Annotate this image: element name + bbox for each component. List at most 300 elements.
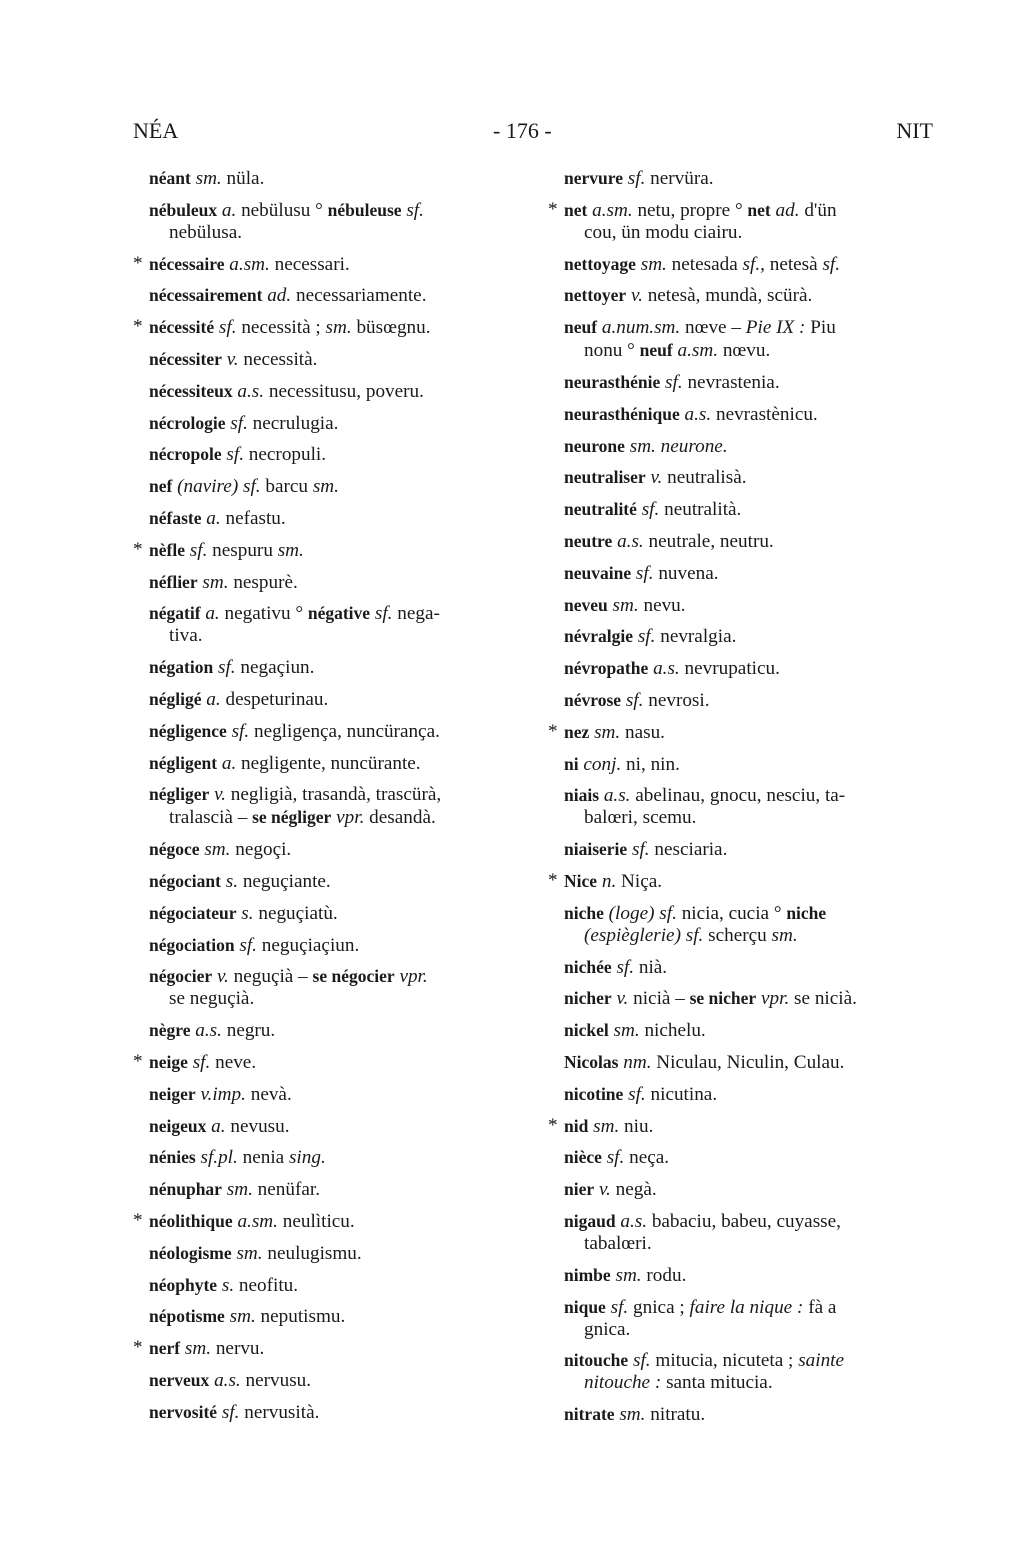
translation: nebülusa. [169, 221, 243, 243]
entry-line [564, 838, 940, 861]
headword: nichée [564, 956, 612, 977]
dictionary-entry [548, 1051, 940, 1074]
asterisk-marker: * [548, 720, 558, 742]
translation: neguçiatù. [253, 902, 338, 924]
entry-line [564, 689, 940, 712]
entry-line [149, 1115, 513, 1138]
entry-line [149, 1337, 513, 1360]
entry-line [564, 562, 940, 585]
translation: negligente, nuncürante. [236, 752, 421, 774]
translation: tiva. [169, 625, 203, 647]
entry-continuation-line [149, 988, 513, 1010]
translation: desandà. [364, 807, 436, 829]
translation: netesà [764, 253, 823, 275]
grammar-label: sm. [635, 253, 667, 275]
grammar-label: v. [209, 784, 226, 806]
headword: négociation [149, 934, 235, 955]
headword: nez [564, 721, 590, 742]
dictionary-entry [133, 1274, 513, 1297]
grammar-label: a. [200, 603, 220, 625]
translation: neguçiaçiun. [256, 934, 360, 956]
grammar-label: sm. neurone. [624, 435, 728, 457]
translation: nenia [237, 1147, 289, 1169]
dictionary-entry [133, 167, 513, 190]
translation: nevrastenia. [682, 371, 780, 393]
dictionary-entry [548, 253, 940, 276]
entry-line [564, 1051, 940, 1074]
entry-line [149, 412, 513, 435]
translation: nasu. [620, 721, 665, 743]
asterisk-marker: * [133, 1050, 143, 1072]
headword: niaiserie [564, 839, 628, 860]
headword: névrose [564, 689, 622, 710]
asterisk-marker: * [548, 869, 558, 891]
entry-line [149, 1242, 513, 1265]
translation: mitucia, nicuteta ; [650, 1350, 799, 1372]
grammar-label: a.sm. [232, 1210, 278, 1232]
dictionary-entry [548, 838, 940, 861]
grammar-label: sm. [224, 1306, 256, 1328]
headword: nervure [564, 168, 623, 188]
grammar-label: a.s. [232, 380, 265, 402]
headword: néolithique [149, 1210, 233, 1231]
entry-line [564, 1083, 940, 1106]
dictionary-entry [548, 435, 940, 458]
entry-line [149, 1210, 513, 1233]
translation: tralascià – [169, 807, 253, 829]
translation: se neguçià. [169, 988, 255, 1010]
dictionary-entry [133, 316, 513, 339]
translation: neofitu. [234, 1274, 299, 1296]
translation: büsœgnu. [351, 317, 431, 339]
dictionary-entry [548, 1146, 940, 1169]
dictionary-entry [133, 965, 513, 1010]
grammar-label: sf. [636, 499, 660, 521]
translation: nevrosi. [643, 689, 710, 711]
entry-line [149, 1305, 513, 1328]
headword: négliger [149, 784, 210, 805]
headword: Nicolas [564, 1051, 619, 1072]
headword: néologisme [149, 1242, 232, 1263]
translation: nevusu. [225, 1115, 290, 1137]
dictionary-entry [133, 1051, 513, 1074]
asterisk-marker: * [548, 198, 558, 220]
grammar-label: sf. [631, 562, 654, 584]
headword: négociateur [149, 902, 237, 923]
dictionary-entry [548, 167, 940, 190]
grammar-label: v. [212, 966, 229, 988]
grammar-label: sf. [611, 956, 635, 978]
grammar-label: vpr. [331, 807, 365, 829]
translation: Niça. [616, 870, 663, 892]
grammar-label: Pie IX : [745, 317, 806, 339]
translation: abelinau, gnocu, nesciu, ta- [630, 785, 846, 807]
grammar-label: sm. [312, 476, 339, 498]
translation: nevà. [245, 1083, 292, 1105]
headword: nerf [149, 1338, 181, 1359]
translation: despeturinau. [220, 688, 329, 710]
dictionary-entry [133, 1083, 513, 1106]
grammar-label: sm. [180, 1338, 212, 1360]
headword: négligé [149, 688, 202, 709]
grammar-label: (espièglerie) sf. [584, 924, 704, 946]
dictionary-entry [548, 1349, 940, 1394]
translation: necrulugia. [247, 412, 339, 434]
dictionary-entry [133, 475, 513, 498]
headword: neurasthénie [564, 371, 661, 392]
headword: névropathe [564, 658, 649, 679]
dictionary-entry [548, 689, 940, 712]
entry-line [149, 316, 513, 339]
headword: nitrate [564, 1404, 615, 1425]
grammar-label: sf. [633, 626, 656, 648]
translation: barcu [260, 476, 313, 498]
grammar-label: v. [594, 1179, 611, 1201]
translation: nitratu. [645, 1404, 706, 1426]
translation: se nicià. [789, 988, 857, 1010]
translation: neulugismu. [262, 1242, 362, 1264]
entry-line [149, 934, 513, 957]
translation: nebülusu ° [236, 199, 328, 221]
entry-line [564, 403, 940, 426]
entry-line [564, 1019, 940, 1042]
entry-continuation-line [564, 1319, 940, 1341]
translation: necessariamente. [291, 285, 427, 307]
grammar-label: sf. [187, 1051, 211, 1073]
headword: Nice [564, 870, 598, 891]
translation: gnica ; [628, 1296, 690, 1318]
dictionary-entry [548, 987, 940, 1010]
dictionary-entry [548, 371, 940, 394]
grammar-label: v.imp. [195, 1083, 246, 1105]
entry-line [564, 284, 940, 307]
dictionary-entry [548, 466, 940, 489]
grammar-label: vpr. [394, 966, 428, 988]
grammar-label: ad. [770, 199, 800, 221]
headword: neuf [564, 317, 598, 338]
dictionary-entry [133, 1242, 513, 1265]
entry-line [149, 1051, 513, 1074]
headword: nièce [564, 1147, 602, 1168]
headword: nègre [149, 1020, 191, 1041]
dictionary-entry [548, 530, 940, 553]
translation: nicia, cucia ° [676, 902, 787, 924]
entry-line [149, 870, 513, 893]
dictionary-entry [133, 1210, 513, 1233]
headword: nicotine [564, 1083, 624, 1104]
entry-continuation-line [564, 222, 940, 244]
headword: nénies [149, 1147, 196, 1168]
dictionary-entry [133, 752, 513, 775]
grammar-label: v. [221, 348, 239, 370]
dictionary-entry [133, 688, 513, 711]
translation: nevrupaticu. [679, 658, 780, 680]
headword: nécessaire [149, 253, 225, 274]
translation: babaciu, babeu, cuyasse, [647, 1210, 841, 1232]
grammar-label: sf. [601, 1147, 625, 1169]
entry-line [564, 1210, 940, 1233]
grammar-label: a.sm. [672, 340, 719, 362]
grammar-label: a. [217, 752, 237, 774]
headword: nécropole [149, 444, 222, 465]
grammar-label: a.s. [612, 530, 644, 552]
entry-line [149, 443, 513, 466]
headword: nébuleux [149, 199, 218, 220]
entry-line [149, 1401, 513, 1424]
header-right-guide-word: NIT [896, 118, 933, 143]
grammar-label: a.s. [648, 658, 680, 680]
dictionary-entry [548, 784, 940, 829]
headword: niche [786, 902, 827, 923]
translation: nüla. [221, 168, 265, 189]
translation: neve. [210, 1051, 257, 1073]
grammar-label: v. [645, 467, 663, 489]
grammar-label: a.sm. [224, 253, 270, 275]
dictionary-entry [548, 625, 940, 648]
dictionary-entry [548, 870, 940, 893]
entry-line [564, 1264, 940, 1287]
dictionary-entry [548, 657, 940, 680]
headword: néophyte [149, 1274, 218, 1295]
entry-line [149, 284, 513, 307]
headword: neiger [149, 1083, 196, 1104]
headword: nécessairement [149, 285, 263, 306]
headword: neutralité [564, 499, 637, 520]
translation: tabalœri. [584, 1232, 652, 1254]
grammar-label: sm. [588, 1115, 620, 1137]
entry-line [564, 784, 940, 807]
headword: négligence [149, 720, 227, 741]
dictionary-entry [133, 1305, 513, 1328]
grammar-label: sf., [742, 253, 765, 275]
translation: neguçià – [228, 966, 313, 988]
entry-line [149, 1083, 513, 1106]
headword: neutre [564, 530, 613, 551]
dictionary-entry [133, 380, 513, 403]
headword: négative [307, 603, 371, 624]
entry-continuation-line [564, 1233, 940, 1255]
grammar-label: (navire) sf. [172, 476, 261, 498]
asterisk-marker: * [133, 1209, 143, 1231]
headword: nébuleuse [327, 199, 402, 220]
translation: necessità ; [236, 317, 326, 339]
grammar-label: sm. [199, 839, 231, 861]
translation: nevralgia. [655, 626, 737, 648]
headword: néfaste [149, 507, 202, 528]
dictionary-entry [133, 720, 513, 743]
translation: neulìticu. [277, 1210, 355, 1232]
translation: nuvena. [653, 562, 719, 584]
entry-line [564, 625, 940, 648]
grammar-label: sf. [370, 603, 393, 625]
translation: netu, propre ° [632, 199, 748, 221]
dictionary-entry [133, 1115, 513, 1138]
entry-line [564, 466, 940, 489]
entry-continuation-line [564, 807, 940, 829]
translation: nespuru [207, 539, 278, 561]
dictionary-entry [548, 1210, 940, 1255]
grammar-label: a.s. [209, 1369, 241, 1391]
grammar-label: a.s. [599, 785, 631, 807]
translation: nenüfar. [252, 1179, 321, 1201]
entry-line [564, 902, 940, 925]
entry-line [149, 656, 513, 679]
entry-line [564, 253, 940, 276]
entry-line [564, 987, 940, 1010]
entry-continuation-line [564, 1372, 940, 1394]
asterisk-marker: * [548, 1114, 558, 1136]
entry-continuation-line [564, 339, 940, 362]
entry-line [564, 594, 940, 617]
entry-line [564, 870, 940, 893]
translation: nervusu. [240, 1369, 312, 1391]
grammar-label: sm. [608, 1020, 640, 1042]
headword: net [564, 199, 588, 220]
dictionary-entry [133, 1178, 513, 1201]
dictionary-entry [133, 838, 513, 861]
entry-line [149, 1369, 513, 1392]
headword: nettoyage [564, 253, 636, 274]
grammar-label: conj. [578, 753, 622, 775]
headword: nécessiteux [149, 380, 233, 401]
translation: netesada [666, 253, 743, 275]
dictionary-entry [133, 870, 513, 893]
translation: d'ün [799, 199, 837, 221]
dictionary-entry [548, 403, 940, 426]
translation: nevu. [638, 594, 686, 616]
page-header [133, 118, 933, 154]
entry-line [564, 1296, 940, 1319]
headword: négligent [149, 752, 218, 773]
dictionary-entry [133, 348, 513, 371]
grammar-label: sf. [217, 1401, 240, 1423]
headword: négation [149, 657, 214, 678]
dictionary-entry [548, 562, 940, 585]
dictionary-entry [548, 316, 940, 362]
dictionary-entry [548, 1083, 940, 1106]
translation: neutralità. [659, 499, 742, 521]
dictionary-entry [133, 1019, 513, 1042]
grammar-label: s. [236, 902, 254, 924]
grammar-label: sm. [277, 539, 304, 561]
grammar-label: (loge) sf. [603, 902, 677, 924]
entry-line [564, 721, 940, 744]
grammar-label: ad. [262, 285, 292, 307]
grammar-label: sf. [401, 199, 424, 221]
headword: neurone [564, 435, 625, 456]
entry-line [149, 752, 513, 775]
translation: neguçiante. [238, 870, 331, 892]
dictionary-entry [133, 1337, 513, 1360]
grammar-label: sm. [607, 594, 639, 616]
headword: nèfle [149, 539, 185, 560]
entry-line [149, 507, 513, 530]
headword: nimbe [564, 1264, 611, 1285]
translation: negoçi. [230, 839, 292, 861]
grammar-label: a. [206, 1115, 226, 1137]
headword: nid [564, 1115, 589, 1136]
grammar-label: v. [611, 988, 629, 1010]
entry-line [564, 657, 940, 680]
entry-line [564, 316, 940, 339]
headword: négatif [149, 603, 201, 624]
headword: se négocier [312, 966, 395, 987]
entry-line [564, 435, 940, 458]
headword: nécessité [149, 317, 215, 338]
entry-line [149, 539, 513, 562]
headword: neurasthénique [564, 403, 680, 424]
headword: nicher [564, 988, 612, 1009]
dictionary-entry [133, 443, 513, 466]
dictionary-entry [133, 539, 513, 562]
dictionary-entry [548, 753, 940, 776]
grammar-label: sf.pl. [195, 1147, 238, 1169]
translation: scherçu [703, 924, 772, 946]
entry-line [149, 1178, 513, 1201]
grammar-label: sf. [822, 253, 841, 275]
translation: nœvu. [718, 340, 771, 362]
translation: neça. [624, 1147, 670, 1169]
dictionary-entry [133, 1146, 513, 1169]
translation: nesciaria. [649, 839, 728, 861]
dictionary-entry [548, 199, 940, 244]
entry-line [149, 965, 513, 988]
headword: nier [564, 1179, 595, 1200]
grammar-label: sing. [288, 1147, 326, 1169]
grammar-label: sf. [628, 1350, 651, 1372]
dictionary-entry [548, 1115, 940, 1138]
grammar-label: sm. [589, 721, 621, 743]
grammar-label: sf. [234, 934, 257, 956]
headword: neigeux [149, 1115, 207, 1136]
grammar-label: nm. [618, 1051, 652, 1073]
translation: nega- [392, 603, 440, 625]
asterisk-marker: * [133, 252, 143, 274]
translation: necropuli. [244, 444, 327, 466]
entry-line [149, 348, 513, 371]
headword: négocier [149, 966, 213, 987]
grammar-label: sf. [627, 839, 650, 861]
entry-line [149, 1274, 513, 1297]
entry-line [149, 475, 513, 498]
dictionary-entry [548, 1264, 940, 1287]
grammar-label: sm. [231, 1242, 263, 1264]
dictionary-entry [133, 902, 513, 925]
translation: negaçiun. [235, 657, 315, 679]
translation: rodu. [641, 1264, 687, 1286]
grammar-label: sm. [614, 1404, 646, 1426]
grammar-label: s. [217, 1274, 235, 1296]
headword: nique [564, 1296, 606, 1317]
entry-line [149, 571, 513, 594]
translation: negligià, trasandà, trascürà, [225, 784, 442, 806]
dictionary-entry [133, 934, 513, 957]
translation: niu. [619, 1115, 654, 1137]
dictionary-entry [133, 571, 513, 594]
headword: népotisme [149, 1306, 225, 1327]
translation: nicià – [628, 988, 690, 1010]
grammar-label: sm. [221, 1179, 253, 1201]
grammar-label: n. [597, 870, 617, 892]
headword: se négliger [252, 807, 332, 828]
translation: nicutina. [645, 1083, 718, 1105]
grammar-label: a. [217, 199, 237, 221]
headword: néant [149, 168, 191, 188]
translation: Piu [805, 317, 836, 339]
headword: nécessiter [149, 348, 222, 369]
entry-line [564, 956, 940, 979]
headword: nickel [564, 1020, 609, 1041]
